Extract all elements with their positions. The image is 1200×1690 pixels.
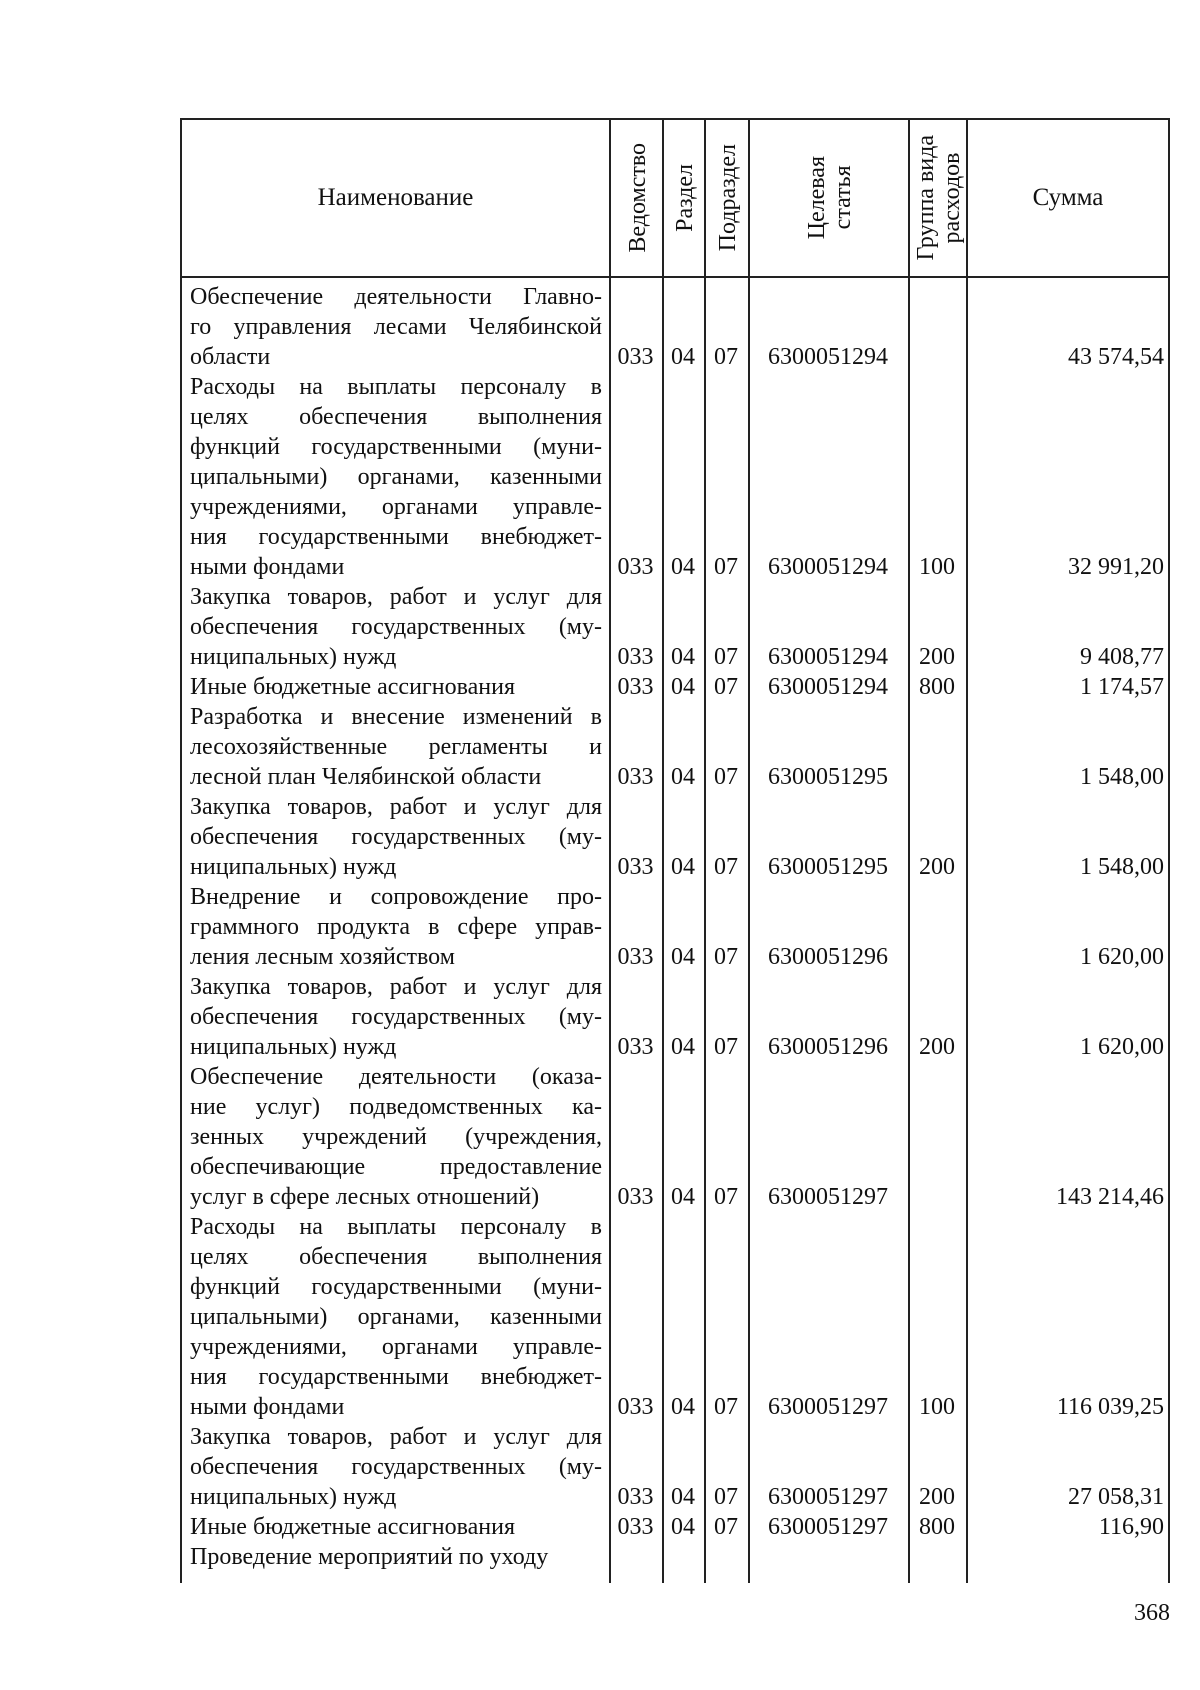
cell-razd: 04 (671, 1484, 695, 1510)
row-name-line: Иные бюджетные ассигнования (190, 1514, 515, 1540)
table-row (182, 582, 1172, 672)
header-razdel: Раздел (662, 120, 706, 276)
cell-podr: 07 (714, 1484, 738, 1510)
cell-vr: 800 (919, 674, 955, 700)
row-name-line: услуг в сфере лесных отношений) (190, 1184, 540, 1210)
table-header (180, 118, 1170, 278)
row-name-line: ния государственными внебюджет- (190, 524, 602, 550)
row-name (190, 882, 602, 972)
cell-vr: 200 (919, 1484, 955, 1510)
row-name (190, 1422, 602, 1512)
cell-cs: 6300051295 (768, 854, 888, 880)
row-name-line: учреждениями, органами управле- (190, 1334, 602, 1360)
row-name-line: Обеспечение деятельности (оказа- (190, 1064, 602, 1090)
cell-vr: 800 (919, 1514, 955, 1540)
row-name-line: области (190, 344, 271, 370)
row-name-line: Закупка товаров, работ и услуг для (190, 794, 602, 820)
row-name-line: Расходы на выплаты персоналу в (190, 374, 602, 400)
row-name-line: обеспечения государственных (му- (190, 1004, 602, 1030)
cell-vr: 200 (919, 1034, 955, 1060)
row-name-line: го управления лесами Челябинской (190, 314, 602, 340)
row-name-line: целях обеспечения выполнения (190, 1244, 602, 1270)
cell-razd: 04 (671, 1394, 695, 1420)
cell-sum: 143 214,46 (1056, 1184, 1164, 1210)
cell-razd: 04 (671, 1514, 695, 1540)
header-expense-group: Группа вида расходов (908, 120, 968, 276)
row-name-line: обеспечения государственных (му- (190, 1454, 602, 1480)
cell-ved: 033 (617, 1394, 654, 1420)
table-row (182, 1542, 1172, 1572)
cell-sum: 32 991,20 (1068, 554, 1164, 580)
row-name-line: функций государственными (муни- (190, 1274, 602, 1300)
cell-sum: 1 548,00 (1080, 854, 1164, 880)
row-name (190, 282, 602, 372)
cell-ved: 033 (617, 1034, 654, 1060)
cell-vr: 100 (919, 554, 955, 580)
row-name-line: ными фондами (190, 554, 345, 580)
row-name-line: лесной план Челябинской области (190, 764, 542, 790)
row-name (190, 672, 602, 702)
row-name-line: Закупка товаров, работ и услуг для (190, 1424, 602, 1450)
cell-podr: 07 (714, 1514, 738, 1540)
cell-podr: 07 (714, 1034, 738, 1060)
cell-podr: 07 (714, 854, 738, 880)
table-row (182, 282, 1172, 372)
cell-vr: 100 (919, 1394, 955, 1420)
cell-ved: 033 (617, 1514, 654, 1540)
row-name-line: ниципальных) нужд (190, 854, 397, 880)
row-name (190, 1512, 602, 1542)
cell-ved: 033 (617, 854, 654, 880)
row-name-line: ными фондами (190, 1394, 345, 1420)
row-name-line: обеспечения государственных (му- (190, 614, 602, 640)
row-name (190, 1212, 602, 1422)
cell-podr: 07 (714, 1394, 738, 1420)
cell-cs: 6300051297 (768, 1184, 888, 1210)
cell-sum: 1 174,57 (1080, 674, 1164, 700)
row-name (190, 372, 602, 582)
header-podrazdel: Подраздел (704, 120, 750, 276)
row-name (190, 792, 602, 882)
row-name-line: ниципальных) нужд (190, 1484, 397, 1510)
row-name-line: целях обеспечения выполнения (190, 404, 602, 430)
row-name-line: Закупка товаров, работ и услуг для (190, 584, 602, 610)
table-row (182, 672, 1172, 702)
row-name-line: ние услуг) подведомственных ка- (190, 1094, 602, 1120)
cell-podr: 07 (714, 1184, 738, 1210)
cell-cs: 6300051296 (768, 1034, 888, 1060)
row-name (190, 702, 602, 792)
cell-podr: 07 (714, 644, 738, 670)
table-row (182, 1212, 1172, 1422)
table-row (182, 972, 1172, 1062)
cell-razd: 04 (671, 674, 695, 700)
cell-sum: 116 039,25 (1056, 1394, 1164, 1420)
cell-ved: 033 (617, 674, 654, 700)
table-row (182, 882, 1172, 972)
cell-podr: 07 (714, 344, 738, 370)
row-name-line: обеспечивающие предоставление (190, 1154, 602, 1180)
cell-razd: 04 (671, 644, 695, 670)
row-name-line: Расходы на выплаты персоналу в (190, 1214, 602, 1240)
cell-ved: 033 (617, 1184, 654, 1210)
table-row (182, 1512, 1172, 1542)
page-number: 368 (1134, 1600, 1170, 1626)
row-name-line: обеспечения государственных (му- (190, 824, 602, 850)
cell-razd: 04 (671, 554, 695, 580)
cell-cs: 6300051294 (768, 644, 888, 670)
cell-podr: 07 (714, 764, 738, 790)
cell-sum: 1 548,00 (1080, 764, 1164, 790)
row-name-line: Иные бюджетные ассигнования (190, 674, 515, 700)
row-name-line: ления лесным хозяйством (190, 944, 455, 970)
cell-ved: 033 (617, 1484, 654, 1510)
header-target-article: Целевая статья (748, 120, 910, 276)
cell-razd: 04 (671, 1184, 695, 1210)
cell-ved: 033 (617, 944, 654, 970)
cell-cs: 6300051294 (768, 344, 888, 370)
cell-razd: 04 (671, 944, 695, 970)
row-name (190, 582, 602, 672)
cell-cs: 6300051297 (768, 1514, 888, 1540)
row-name-line: учреждениями, органами управле- (190, 494, 602, 520)
cell-sum: 27 058,31 (1068, 1484, 1164, 1510)
cell-cs: 6300051294 (768, 674, 888, 700)
row-name-line: Обеспечение деятельности Главно- (190, 284, 602, 310)
cell-podr: 07 (714, 944, 738, 970)
row-name-line: Проведение мероприятий по уходу (190, 1544, 549, 1570)
row-name-line: лесохозяйственные регламенты и (190, 734, 602, 760)
row-name-line: функций государственными (муни- (190, 434, 602, 460)
cell-podr: 07 (714, 674, 738, 700)
row-name-line: Закупка товаров, работ и услуг для (190, 974, 602, 1000)
row-name-line: ципальными) органами, казенными (190, 464, 602, 490)
cell-sum: 9 408,77 (1080, 644, 1164, 670)
table-row (182, 372, 1172, 582)
cell-ved: 033 (617, 764, 654, 790)
table-row (182, 1062, 1172, 1212)
table-row (182, 1422, 1172, 1512)
cell-razd: 04 (671, 764, 695, 790)
row-name-line: зенных учреждений (учреждения, (190, 1124, 602, 1150)
cell-vr: 200 (919, 854, 955, 880)
cell-sum: 1 620,00 (1080, 944, 1164, 970)
row-name (190, 972, 602, 1062)
cell-cs: 6300051294 (768, 554, 888, 580)
row-name (190, 1062, 602, 1212)
row-name-line: ния государственными внебюджет- (190, 1364, 602, 1390)
cell-ved: 033 (617, 344, 654, 370)
cell-sum: 116,90 (1098, 1514, 1164, 1540)
cell-cs: 6300051297 (768, 1484, 888, 1510)
cell-razd: 04 (671, 854, 695, 880)
cell-podr: 07 (714, 554, 738, 580)
row-name-line: ниципальных) нужд (190, 644, 397, 670)
header-name: Наименование (317, 184, 474, 211)
cell-razd: 04 (671, 344, 695, 370)
table-row (182, 792, 1172, 882)
row-name-line: граммного продукта в сфере управ- (190, 914, 602, 940)
row-name (190, 1542, 602, 1572)
cell-sum: 43 574,54 (1068, 344, 1164, 370)
table-row (182, 702, 1172, 792)
row-name-line: ципальными) органами, казенными (190, 1304, 602, 1330)
row-name-line: ниципальных) нужд (190, 1034, 397, 1060)
cell-cs: 6300051296 (768, 944, 888, 970)
budget-table (180, 118, 1170, 1583)
cell-ved: 033 (617, 554, 654, 580)
cell-sum: 1 620,00 (1080, 1034, 1164, 1060)
header-vedomstvo: Ведомство (609, 120, 664, 276)
cell-ved: 033 (617, 644, 654, 670)
row-name-line: Разработка и внесение изменений в (190, 704, 602, 730)
cell-razd: 04 (671, 1034, 695, 1060)
row-name-line: Внедрение и сопровождение про- (190, 884, 602, 910)
cell-cs: 6300051297 (768, 1394, 888, 1420)
cell-vr: 200 (919, 644, 955, 670)
header-sum: Сумма (966, 120, 1168, 276)
table-body (180, 278, 1170, 1583)
cell-cs: 6300051295 (768, 764, 888, 790)
